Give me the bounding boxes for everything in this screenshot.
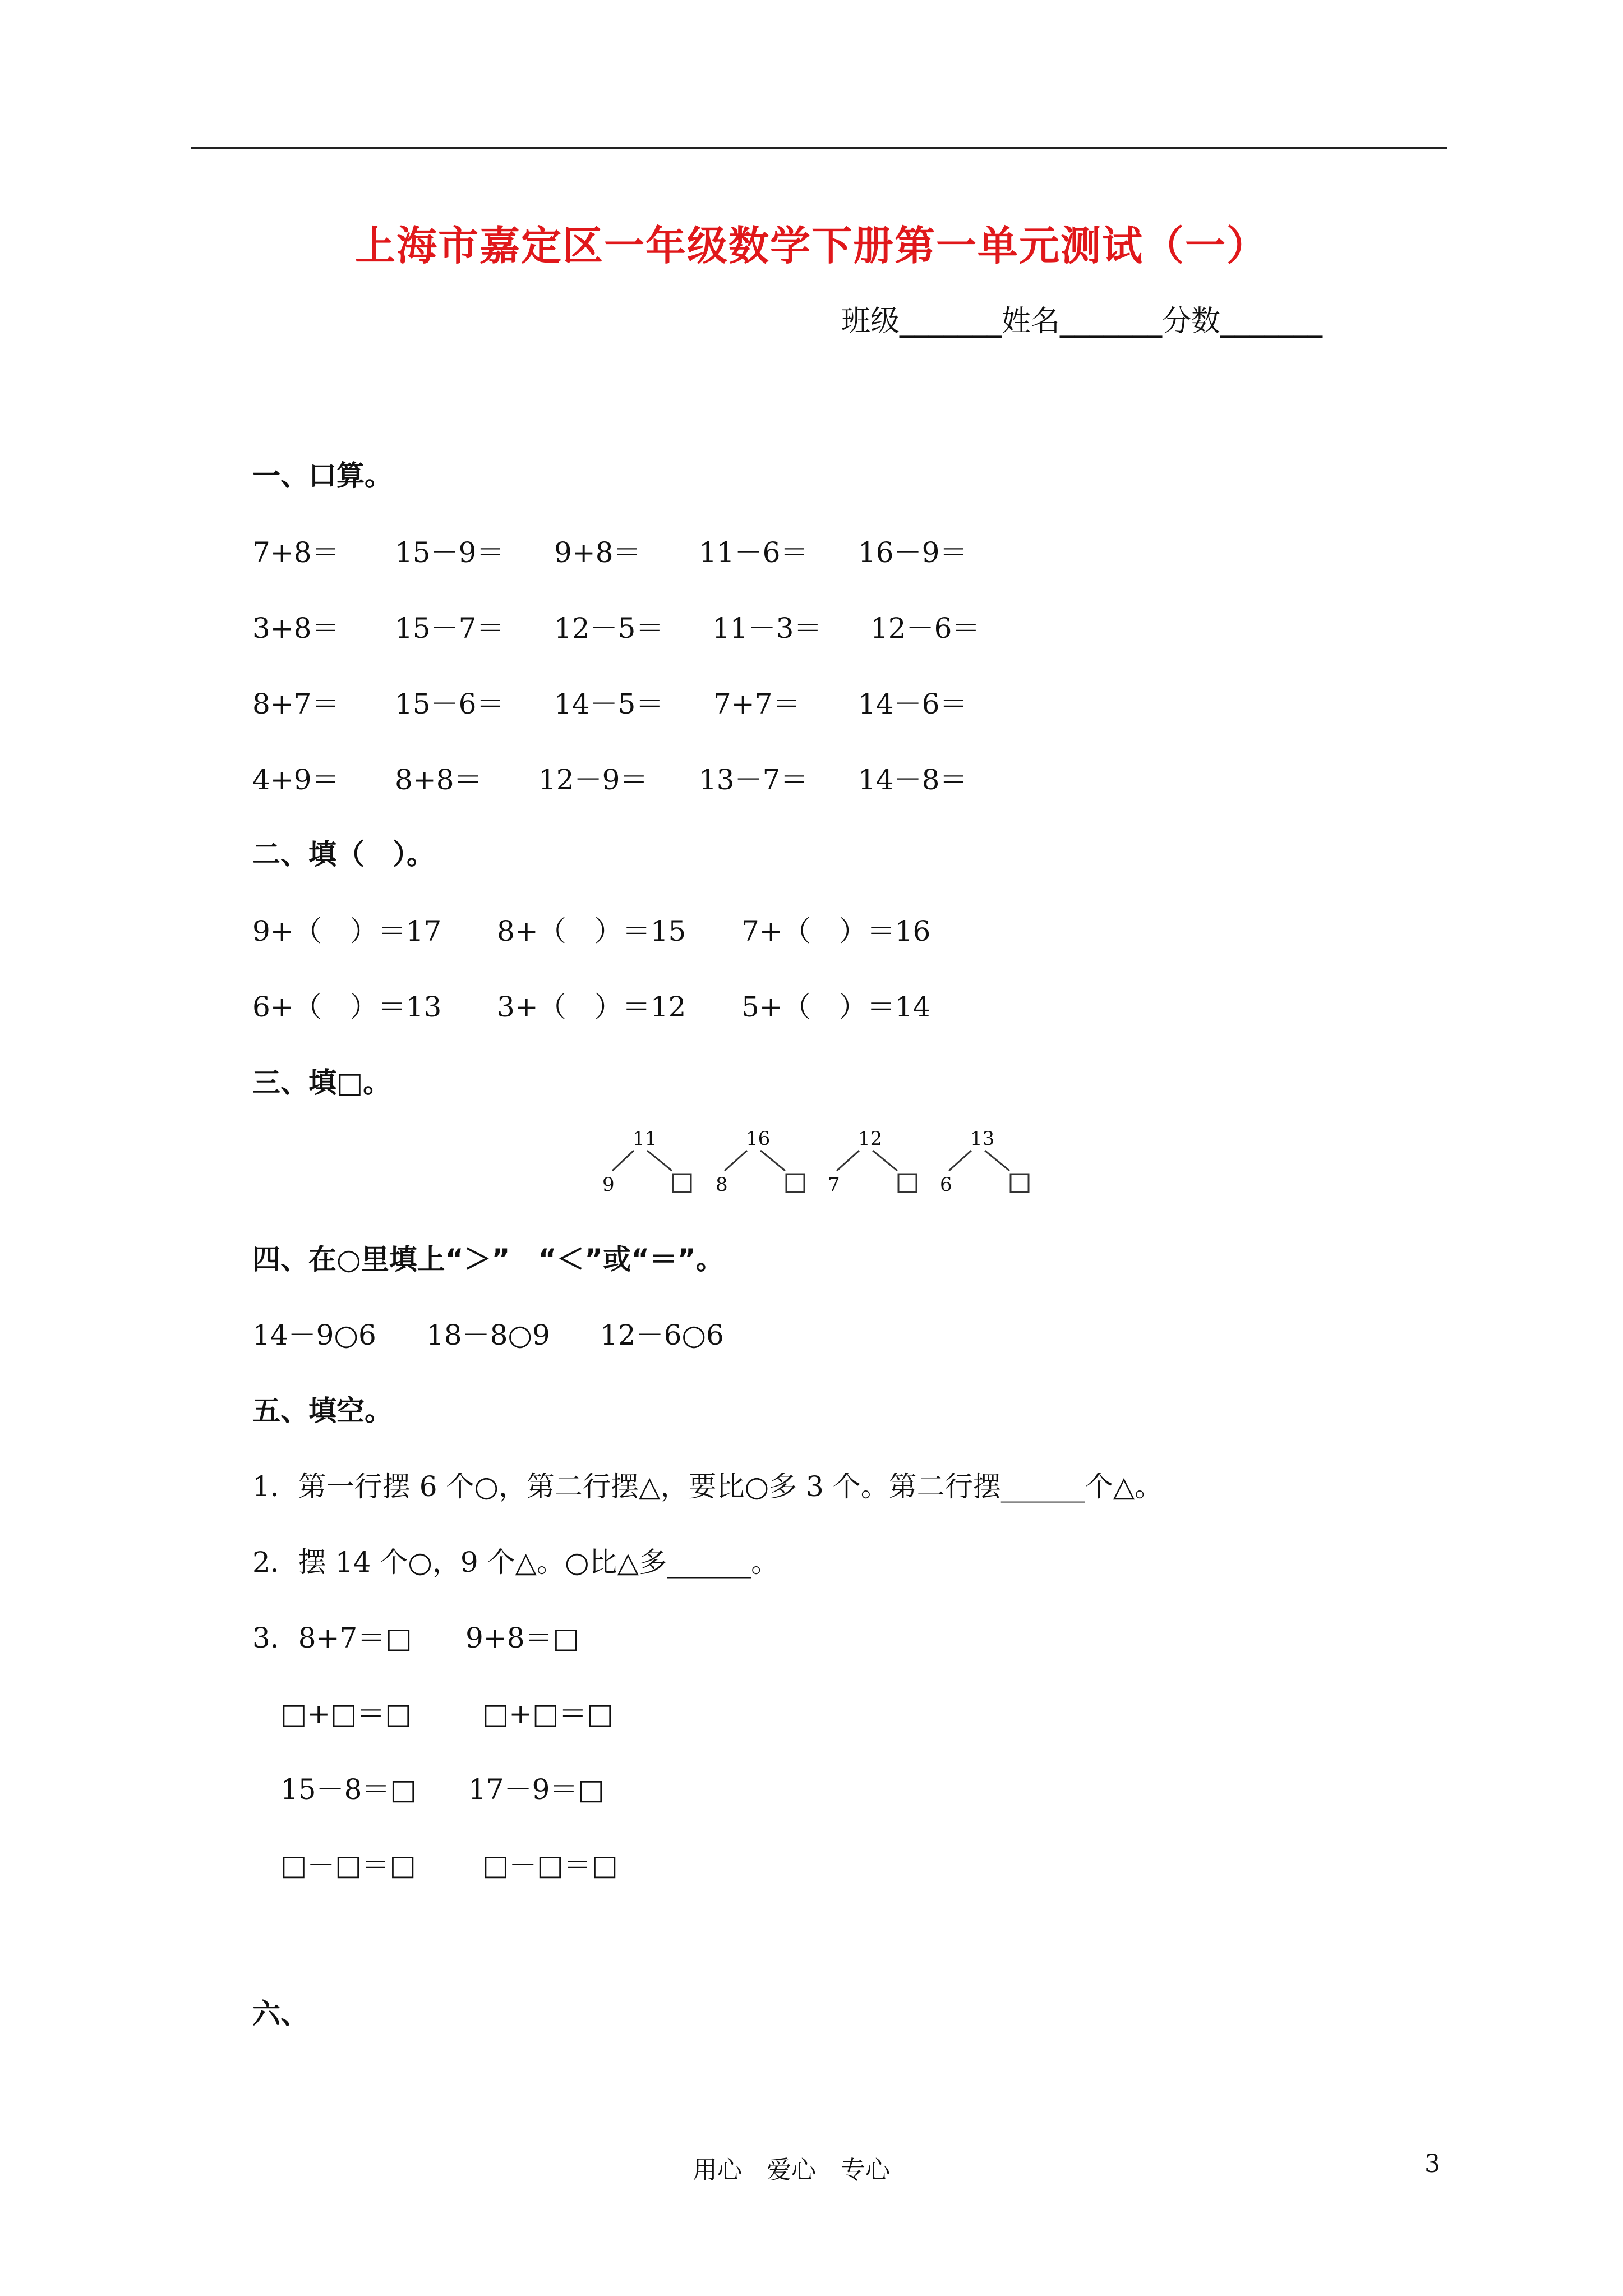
number-bond [940, 1128, 1029, 1196]
problem: 14－8＝ [858, 763, 968, 796]
section-4-heading: 四、在○里填上“＞” “＜”或“＝”。 [252, 1243, 724, 1276]
number-bond [828, 1128, 916, 1196]
problem: 9+（ ）＝17 [252, 915, 442, 947]
problem: 14－9○6 [252, 1319, 376, 1351]
bond-part: 8 [716, 1174, 728, 1196]
problem: 11－3＝ [712, 612, 822, 645]
problem: 7+8＝ [252, 536, 340, 569]
answer-box [673, 1174, 691, 1192]
bond-total: 16 [746, 1128, 771, 1150]
problem: 15－8＝□ [280, 1773, 417, 1806]
problem: 18－8○9 [426, 1319, 550, 1351]
problem: 3．8+7＝□ [252, 1622, 412, 1654]
answer-box [786, 1174, 804, 1192]
section-5-heading: 五、填空。 [252, 1395, 393, 1427]
problem: 15－6＝ [395, 688, 505, 720]
problem: 12－6＝ [870, 612, 980, 645]
problem: 17－9＝□ [468, 1773, 605, 1806]
problem: 3+（ ）＝12 [497, 991, 686, 1023]
problem: 7+（ ）＝16 [741, 915, 931, 947]
page-number: 3 [1424, 2150, 1440, 2178]
problem: 12－5＝ [554, 612, 664, 645]
problem: 9+8＝ [554, 536, 642, 569]
problem: 3+8＝ [252, 612, 340, 645]
section-2-heading: 二、填（ ）。 [252, 838, 435, 871]
bond-total: 11 [633, 1128, 657, 1150]
problem: 15－9＝ [395, 536, 505, 569]
bond-part: 6 [940, 1174, 952, 1196]
footer-slogan: 用心 爱心 专心 [693, 2156, 890, 2184]
bond-total: 13 [970, 1128, 995, 1150]
problem: 16－9＝ [858, 536, 968, 569]
header-rule [191, 147, 1447, 149]
problem: 8+8＝ [395, 763, 482, 796]
problem: 7+7＝ [713, 688, 801, 720]
problem: 8+7＝ [252, 688, 340, 720]
problem: 14－6＝ [858, 688, 968, 720]
page-title: 上海市嘉定区一年级数学下册第一单元测试（一） [354, 222, 1268, 269]
problem: 12－6○6 [600, 1319, 724, 1351]
question-1: 1．第一行摆 6 个○，第二行摆△，要比○多 3 个。第二行摆______个△。 [252, 1470, 1163, 1503]
student-info-line: 班级_______姓名_______分数_______ [841, 305, 1323, 338]
problem: 6+（ ）＝13 [252, 991, 442, 1023]
problem: 12－9＝ [538, 763, 648, 796]
bond-part: 9 [602, 1174, 615, 1196]
problem: 11－6＝ [699, 536, 809, 569]
bond-part: 7 [828, 1174, 840, 1196]
problem: 13－7＝ [699, 763, 809, 796]
problem: □－□＝□ [280, 1849, 416, 1881]
answer-box [898, 1174, 916, 1192]
section-3-heading: 三、填□。 [252, 1066, 391, 1099]
problem: □+□＝□ [280, 1697, 412, 1730]
problem: □－□＝□ [482, 1849, 618, 1881]
problem: □+□＝□ [482, 1697, 614, 1730]
problem: 9+8＝□ [465, 1622, 579, 1654]
number-bond [602, 1128, 691, 1196]
number-bond-figure [578, 1125, 1049, 1200]
problem: 5+（ ）＝14 [741, 991, 931, 1023]
problem: 15－7＝ [395, 612, 505, 645]
question-2: 2．摆 14 个○，9 个△。○比△多______。 [252, 1546, 780, 1579]
answer-box [1011, 1174, 1029, 1192]
number-bond [716, 1128, 804, 1196]
section-1-heading: 一、口算。 [252, 459, 393, 492]
section-6-heading: 六、 [252, 1998, 308, 2030]
problem: 8+（ ）＝15 [497, 915, 686, 947]
problem: 4+9＝ [252, 763, 340, 796]
problem: 14－5＝ [554, 688, 664, 720]
bond-total: 12 [858, 1128, 883, 1150]
